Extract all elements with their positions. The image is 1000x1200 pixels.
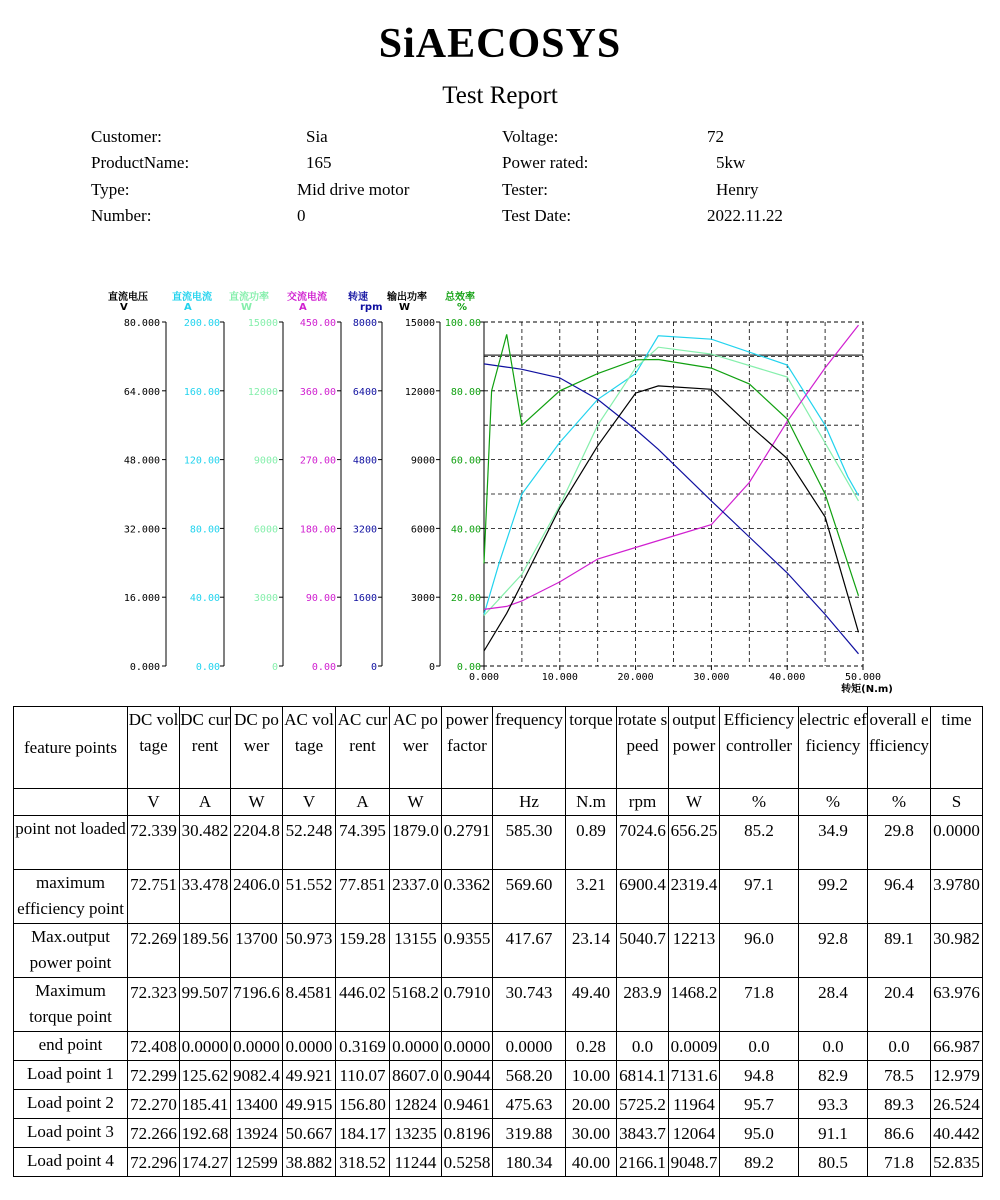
y-tick-label: 90.00	[305, 593, 336, 605]
y-tick-label: 80.00	[450, 386, 481, 398]
table-cell: 0.0	[799, 1032, 868, 1061]
table-cell: 0.3362	[442, 870, 493, 924]
y-axis-title: 直流功率	[229, 292, 269, 303]
table-row	[14, 870, 983, 924]
col-header: torque	[566, 707, 617, 789]
y-tick-label: 9000	[253, 455, 278, 467]
table-cell: 89.1	[868, 924, 931, 978]
table-cell: 159.28	[336, 924, 390, 978]
table-cell: 174.27	[180, 1148, 231, 1177]
y-tick-label: 0	[428, 662, 435, 673]
table-cell: 0.0	[720, 1032, 799, 1061]
table-cell: 10.00	[566, 1061, 617, 1090]
feature-point-label: Load point 4	[14, 1148, 128, 1177]
table-cell: 12824	[390, 1090, 442, 1119]
y-axis-title: 直流电压	[108, 292, 148, 303]
y-axis-title: 转速	[348, 292, 368, 303]
table-cell: 0.0000	[231, 1032, 283, 1061]
y-tick-label: 16.000	[123, 593, 160, 605]
table-cell: 417.67	[493, 924, 566, 978]
x-tick-label: 50.000	[844, 672, 882, 683]
y-tick-label: 450.00	[299, 318, 336, 329]
table-cell: 72.296	[128, 1148, 180, 1177]
table-cell: 0.0000	[390, 1032, 442, 1061]
series-line	[484, 336, 859, 615]
table-cell: 72.269	[128, 924, 180, 978]
col-header: AC current	[336, 707, 390, 789]
col-header: Efficiency controller	[720, 707, 799, 789]
table-cell: 0.89	[566, 816, 617, 870]
table-cell: 96.4	[868, 870, 931, 924]
table-cell: 30.743	[493, 978, 566, 1032]
table-cell: 99.507	[180, 978, 231, 1032]
info-label-number: Number:	[91, 206, 152, 225]
col-header: output power	[669, 707, 720, 789]
y-tick-label: 32.000	[123, 524, 160, 536]
table-cell: 283.9	[617, 978, 669, 1032]
info-label-power-rated: Power rated:	[502, 153, 589, 172]
unit-cell: W	[669, 789, 720, 816]
unit-cell: N.m	[566, 789, 617, 816]
table-cell: 74.395	[336, 816, 390, 870]
table-cell: 6814.1	[617, 1061, 669, 1090]
table-row	[14, 924, 983, 978]
table-cell: 28.4	[799, 978, 868, 1032]
table-cell: 82.9	[799, 1061, 868, 1090]
table-cell: 72.266	[128, 1119, 180, 1148]
unit-cell: Hz	[493, 789, 566, 816]
table-row	[14, 816, 983, 870]
table-cell: 34.9	[799, 816, 868, 870]
table-cell: 72.323	[128, 978, 180, 1032]
y-tick-label: 0.00	[195, 662, 220, 673]
table-row	[14, 1148, 983, 1177]
feature-point-label: Load point 2	[14, 1090, 128, 1119]
info-label-test-date: Test Date:	[502, 206, 572, 225]
feature-point-label: Maximum torque point	[14, 978, 128, 1032]
feature-points-table	[13, 706, 983, 1177]
y-tick-label: 12000	[247, 386, 278, 398]
table-cell: 0.7910	[442, 978, 493, 1032]
table-cell: 8.4581	[283, 978, 336, 1032]
unit-cell: A	[180, 789, 231, 816]
table-cell: 9082.4	[231, 1061, 283, 1090]
table-cell: 2337.0	[390, 870, 442, 924]
table-cell: 9048.7	[669, 1148, 720, 1177]
feature-point-label: maximum efficiency point	[14, 870, 128, 924]
table-cell: 12.979	[931, 1061, 983, 1090]
table-row	[14, 978, 983, 1032]
y-axis-title: 直流电流	[172, 292, 212, 303]
y-tick-label: 1600	[352, 593, 377, 605]
table-cell: 49.40	[566, 978, 617, 1032]
table-cell: 318.52	[336, 1148, 390, 1177]
y-tick-label: 8000	[352, 318, 377, 329]
table-cell: 125.62	[180, 1061, 231, 1090]
table-cell: 446.02	[336, 978, 390, 1032]
table-cell: 0.9355	[442, 924, 493, 978]
table-cell: 38.882	[283, 1148, 336, 1177]
table-cell: 33.478	[180, 870, 231, 924]
table-cell: 0.0000	[931, 816, 983, 870]
table-cell: 0.3169	[336, 1032, 390, 1061]
col-header: DC current	[180, 707, 231, 789]
table-cell: 92.8	[799, 924, 868, 978]
table-cell: 50.667	[283, 1119, 336, 1148]
col-header: power factor	[442, 707, 493, 789]
table-cell: 52.835	[931, 1148, 983, 1177]
table-cell: 52.248	[283, 816, 336, 870]
y-tick-label: 3000	[410, 593, 435, 605]
table-cell: 13155	[390, 924, 442, 978]
y-tick-label: 270.00	[299, 455, 336, 467]
table-cell: 2204.8	[231, 816, 283, 870]
unit-cell: %	[868, 789, 931, 816]
info-label-type: Type:	[91, 180, 130, 199]
unit-cell: %	[799, 789, 868, 816]
table-cell: 0.0	[868, 1032, 931, 1061]
info-value-productname: 165	[306, 153, 332, 172]
table-cell: 0.0000	[493, 1032, 566, 1061]
table-cell: 50.973	[283, 924, 336, 978]
info-label-customer: Customer:	[91, 127, 162, 146]
y-tick-label: 160.00	[183, 386, 220, 398]
y-tick-label: 0.000	[129, 662, 160, 673]
y-axis-unit: %	[457, 302, 468, 313]
table-cell: 656.25	[669, 816, 720, 870]
table-cell: 1468.2	[669, 978, 720, 1032]
table-cell: 475.63	[493, 1090, 566, 1119]
table-cell: 184.17	[336, 1119, 390, 1148]
y-axis-unit: A	[299, 302, 307, 313]
table-cell: 30.482	[180, 816, 231, 870]
table-cell: 7131.6	[669, 1061, 720, 1090]
y-axis-unit: rpm	[360, 302, 383, 313]
table-header-row	[14, 707, 983, 789]
col-header: DC voltage	[128, 707, 180, 789]
y-tick-label: 0.00	[456, 662, 481, 673]
y-tick-label: 0	[271, 662, 278, 673]
y-tick-label: 9000	[410, 455, 435, 467]
unit-cell	[442, 789, 493, 816]
table-cell: 72.339	[128, 816, 180, 870]
unit-cell: %	[720, 789, 799, 816]
info-value-test-date: 2022.11.22	[707, 206, 783, 225]
unit-cell: V	[283, 789, 336, 816]
feature-point-label: Load point 1	[14, 1061, 128, 1090]
table-cell: 1879.0	[390, 816, 442, 870]
y-tick-label: 3000	[253, 593, 278, 605]
y-tick-label: 180.00	[299, 524, 336, 536]
table-cell: 30.00	[566, 1119, 617, 1148]
table-cell: 12064	[669, 1119, 720, 1148]
table-cell: 7196.6	[231, 978, 283, 1032]
table-cell: 0.0009	[669, 1032, 720, 1061]
y-tick-label: 40.00	[450, 524, 481, 536]
table-row	[14, 1032, 983, 1061]
y-tick-label: 6400	[352, 386, 377, 398]
y-tick-label: 100.00	[444, 318, 481, 329]
table-cell: 3.21	[566, 870, 617, 924]
y-tick-label: 15000	[247, 318, 278, 329]
table-cell: 97.1	[720, 870, 799, 924]
brand-title: SiAECOSYS	[378, 21, 622, 67]
feature-point-label: Load point 3	[14, 1119, 128, 1148]
info-label-voltage: Voltage:	[502, 127, 559, 146]
table-cell: 30.982	[931, 924, 983, 978]
col-header: rotate speed	[617, 707, 669, 789]
table-cell: 51.552	[283, 870, 336, 924]
unit-cell: rpm	[617, 789, 669, 816]
unit-cell: W	[231, 789, 283, 816]
y-tick-label: 360.00	[299, 386, 336, 398]
y-axis-title: 输出功率	[387, 292, 427, 303]
table-cell: 7024.6	[617, 816, 669, 870]
table-cell: 185.41	[180, 1090, 231, 1119]
y-tick-label: 80.000	[123, 318, 160, 329]
table-cell: 71.8	[868, 1148, 931, 1177]
table-cell: 568.20	[493, 1061, 566, 1090]
col-header: overall efficiency	[868, 707, 931, 789]
table-cell: 0.5258	[442, 1148, 493, 1177]
table-cell: 110.07	[336, 1061, 390, 1090]
y-axis-unit: V	[120, 302, 128, 313]
table-cell: 3.9780	[931, 870, 983, 924]
table-cell: 13700	[231, 924, 283, 978]
table-cell: 0.0000	[283, 1032, 336, 1061]
table-cell: 40.442	[931, 1119, 983, 1148]
table-cell: 63.976	[931, 978, 983, 1032]
y-tick-label: 3200	[352, 524, 377, 536]
y-tick-label: 6000	[410, 524, 435, 536]
table-cell: 94.8	[720, 1061, 799, 1090]
y-axis-title: 交流电流	[287, 292, 327, 303]
table-cell: 11964	[669, 1090, 720, 1119]
series-line	[484, 364, 859, 654]
info-value-type: Mid drive motor	[297, 180, 410, 199]
table-cell: 569.60	[493, 870, 566, 924]
table-cell: 13924	[231, 1119, 283, 1148]
info-label-tester: Tester:	[502, 180, 549, 199]
table-cell: 156.80	[336, 1090, 390, 1119]
info-value-voltage: 72	[707, 127, 724, 146]
table-cell: 2166.1	[617, 1148, 669, 1177]
table-cell: 13400	[231, 1090, 283, 1119]
table-cell: 5040.7	[617, 924, 669, 978]
table-cell: 0.9461	[442, 1090, 493, 1119]
col-header: frequency	[493, 707, 566, 789]
table-cell: 72.408	[128, 1032, 180, 1061]
x-tick-label: 20.000	[617, 672, 654, 683]
table-cell: 85.2	[720, 816, 799, 870]
table-cell: 99.2	[799, 870, 868, 924]
report-title: Test Report	[442, 82, 558, 109]
info-value-number: 0	[297, 206, 306, 225]
x-tick-label: 0.000	[468, 672, 500, 683]
x-axis-title: 转矩(N.m)	[841, 684, 893, 695]
x-tick-label: 30.000	[693, 672, 730, 683]
table-cell: 0.8196	[442, 1119, 493, 1148]
table-cell: 91.1	[799, 1119, 868, 1148]
table-cell: 89.3	[868, 1090, 931, 1119]
table-row	[14, 1061, 983, 1090]
table-row	[14, 1090, 983, 1119]
table-cell: 66.987	[931, 1032, 983, 1061]
table-cell: 180.34	[493, 1148, 566, 1177]
x-tick-label: 10.000	[541, 672, 578, 683]
unit-cell: S	[931, 789, 983, 816]
y-tick-label: 0	[370, 662, 377, 673]
table-cell: 20.4	[868, 978, 931, 1032]
y-tick-label: 80.00	[189, 524, 220, 536]
y-axis-unit: W	[241, 302, 253, 313]
performance-chart	[0, 280, 1000, 700]
col-header: feature points	[14, 707, 128, 789]
y-axis-unit: A	[184, 302, 192, 313]
table-cell: 95.0	[720, 1119, 799, 1148]
col-header: DC power	[231, 707, 283, 789]
table-units-row	[14, 789, 983, 816]
table-cell: 0.28	[566, 1032, 617, 1061]
series-line	[484, 386, 859, 651]
col-header: time	[931, 707, 983, 789]
y-axis-title: 总效率	[445, 292, 475, 303]
table-cell: 23.14	[566, 924, 617, 978]
table-cell: 29.8	[868, 816, 931, 870]
table-cell: 49.921	[283, 1061, 336, 1090]
table-cell: 86.6	[868, 1119, 931, 1148]
table-cell: 80.5	[799, 1148, 868, 1177]
table-cell: 319.88	[493, 1119, 566, 1148]
info-value-customer: Sia	[306, 127, 328, 146]
table-cell: 5725.2	[617, 1090, 669, 1119]
table-cell: 95.7	[720, 1090, 799, 1119]
unit-cell	[14, 789, 128, 816]
series-line	[484, 325, 859, 609]
table-cell: 71.8	[720, 978, 799, 1032]
y-tick-label: 20.00	[450, 593, 481, 605]
table-cell: 49.915	[283, 1090, 336, 1119]
unit-cell: W	[390, 789, 442, 816]
unit-cell: V	[128, 789, 180, 816]
table-cell: 5168.2	[390, 978, 442, 1032]
y-tick-label: 12000	[404, 386, 435, 398]
info-label-productname: ProductName:	[91, 153, 190, 172]
table-cell: 585.30	[493, 816, 566, 870]
table-cell: 72.751	[128, 870, 180, 924]
y-tick-label: 120.00	[183, 455, 220, 467]
table-cell: 2406.0	[231, 870, 283, 924]
table-cell: 78.5	[868, 1061, 931, 1090]
table-row	[14, 1119, 983, 1148]
x-tick-label: 40.000	[769, 672, 806, 683]
table-cell: 0.0000	[180, 1032, 231, 1061]
table-cell: 72.299	[128, 1061, 180, 1090]
table-cell: 3843.7	[617, 1119, 669, 1148]
table-cell: 40.00	[566, 1148, 617, 1177]
y-tick-label: 48.000	[123, 455, 160, 467]
y-tick-label: 200.00	[183, 318, 220, 329]
table-cell: 11244	[390, 1148, 442, 1177]
table-cell: 13235	[390, 1119, 442, 1148]
table-cell: 20.00	[566, 1090, 617, 1119]
table-cell: 192.68	[180, 1119, 231, 1148]
table-cell: 0.9044	[442, 1061, 493, 1090]
table-cell: 189.56	[180, 924, 231, 978]
table-cell: 12599	[231, 1148, 283, 1177]
info-value-tester: Henry	[716, 180, 759, 199]
table-cell: 12213	[669, 924, 720, 978]
table-cell: 6900.4	[617, 870, 669, 924]
table-cell: 96.0	[720, 924, 799, 978]
y-tick-label: 40.00	[189, 593, 220, 605]
feature-point-label: Max.output power point	[14, 924, 128, 978]
table-cell: 26.524	[931, 1090, 983, 1119]
col-header: AC voltage	[283, 707, 336, 789]
y-tick-label: 60.00	[450, 455, 481, 467]
info-value-power-rated: 5kw	[716, 153, 746, 172]
table-cell: 72.270	[128, 1090, 180, 1119]
y-tick-label: 0.00	[311, 662, 336, 673]
table-cell: 89.2	[720, 1148, 799, 1177]
y-tick-label: 6000	[253, 524, 278, 536]
y-tick-label: 4800	[352, 455, 377, 467]
table-cell: 0.2791	[442, 816, 493, 870]
feature-point-label: point not loaded	[14, 816, 128, 870]
table-cell: 0.0	[617, 1032, 669, 1061]
table-cell: 93.3	[799, 1090, 868, 1119]
y-axis-unit: W	[399, 302, 411, 313]
table-cell: 77.851	[336, 870, 390, 924]
feature-point-label: end point	[14, 1032, 128, 1061]
col-header: AC power	[390, 707, 442, 789]
y-tick-label: 15000	[404, 318, 435, 329]
table-cell: 2319.4	[669, 870, 720, 924]
table-cell: 8607.0	[390, 1061, 442, 1090]
col-header: electric efficiency	[799, 707, 868, 789]
y-tick-label: 64.000	[123, 386, 160, 398]
unit-cell: A	[336, 789, 390, 816]
table-cell: 0.0000	[442, 1032, 493, 1061]
